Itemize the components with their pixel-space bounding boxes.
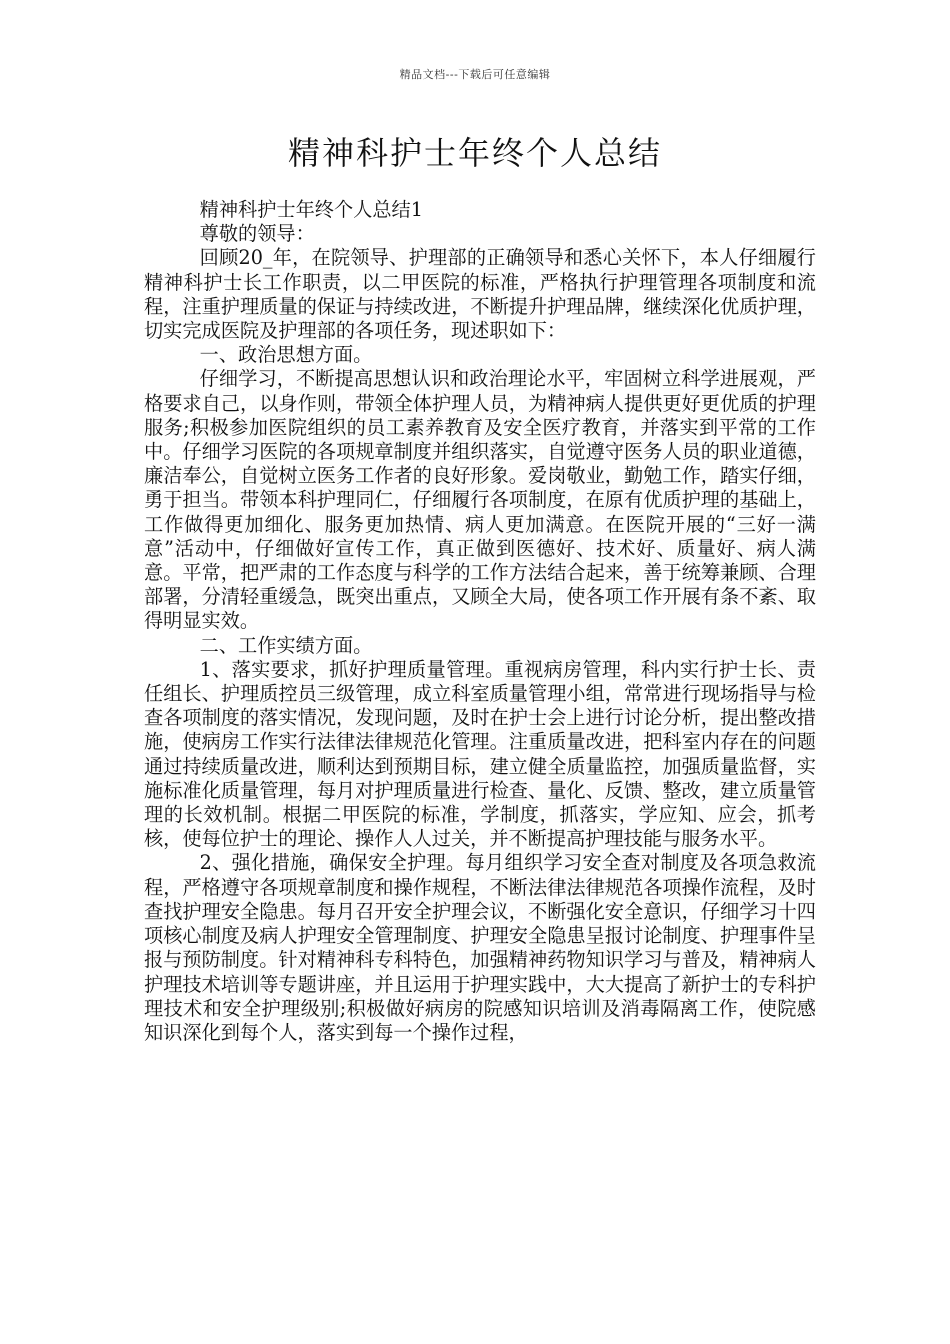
section-heading-political: 一、政治思想方面。 — [199, 343, 373, 367]
paragraph-political: 仔细学习，不断提高思想认识和政治理论水平，牢固树立科学进展观，严格要求自己，以身作则，带领全体护理人员，为精神病人提供更好更优质的护理服务;积极参加医院组织的员工素养教育及安全医疗教育，并落实到平常的工作中。仔细学习医院的各项规章制度并组织落实，自觉遵守医务人员的职业道德，廉洁奉公，自觉树立医务工作者的良好形象。爱岗敬业，勤勉工作，踏实仔细，勇于担当。带领本科护理同仁，仔细履行各项制度，在原有优质护理的基础上，工作做得更加细化、服务更加热情、病人更加满意。在医院开展的“三好一满意”活动中，仔细做好宣传工作，真正做到医德好、技术好、质量好、病人满意。平常，把严肃的工作态度与科学的工作方法结合起来，善于统筹兼顾、合理部署，分清轻重缓急，既突出重点，又顾全大局，使各项工作开展有条不紊、取得明显实效。 — [144, 367, 816, 633]
section-heading-achievements: 二、工作实绩方面。 — [199, 633, 373, 657]
header-note: 精品文档---下载后可任意编辑 — [399, 68, 551, 81]
paragraph-safety-nursing: 2、强化措施，确保安全护理。每月组织学习安全查对制度及各项急救流程，严格遵守各项规章制度和操作规程，不断法律法律规范各项操作流程，及时查找护理安全隐患。每月召开安全护理会议，不断强化安全意识，仔细学习十四项核心制度及病人护理安全管理制度、护理安全隐患呈报讨论制度、护理事件呈报与预防制度。针对精神科专科特色，加强精神药物知识学习与普及，精神病人护理技术培训等专题讲座，并且运用于护理实践中，大大提高了新护士的专科护理技术和安全护理级别;积极做好病房的院感知识培训及消毒隔离工作，使院感知识深化到每个人，落实到每一个操作过程， — [144, 851, 816, 1044]
document-title: 精神科护士年终个人总结 — [287, 134, 662, 172]
paragraph-subtitle: 精神科护士年终个人总结1 — [199, 198, 423, 221]
document-body — [144, 198, 816, 1045]
paragraph-quality-management: 1、落实要求，抓好护理质量管理。重视病房管理，科内实行护士长、责任组长、护理质控员三级管理，成立科室质量管理小组，常常进行现场指导与检查各项制度的落实情况，发现问题，及时在护士会上进行讨论分析，提出整改措施，使病房工作实行法律法律规范化管理。注重质量改进，把科室内存在的问题通过持续质量改进，顺利达到预期目标，建立健全质量监控，加强质量监督，实施标准化质量管理，每月对护理质量进行检查、量化、反馈、整改，建立质量管理的长效机制。根据二甲医院的标准，学制度，抓落实，学应知、应会，抓考核，使每位护士的理论、操作人人过关，并不断提高护理技能与服务水平。 — [144, 657, 816, 851]
paragraph-salutation: 尊敬的领导： — [199, 222, 315, 246]
paragraph-intro: 回顾20_年，在院领导、护理部的正确领导和悉心关怀下，本人仔细履行精神科护士长工作职责，以二甲医院的标准，严格执行护理管理各项制度和流程，注重护理质量的保证与持续改进，不断提升护理品牌，继续深化优质护理，切实完成医院及护理部的各项任务，现述职如下： — [144, 246, 816, 343]
